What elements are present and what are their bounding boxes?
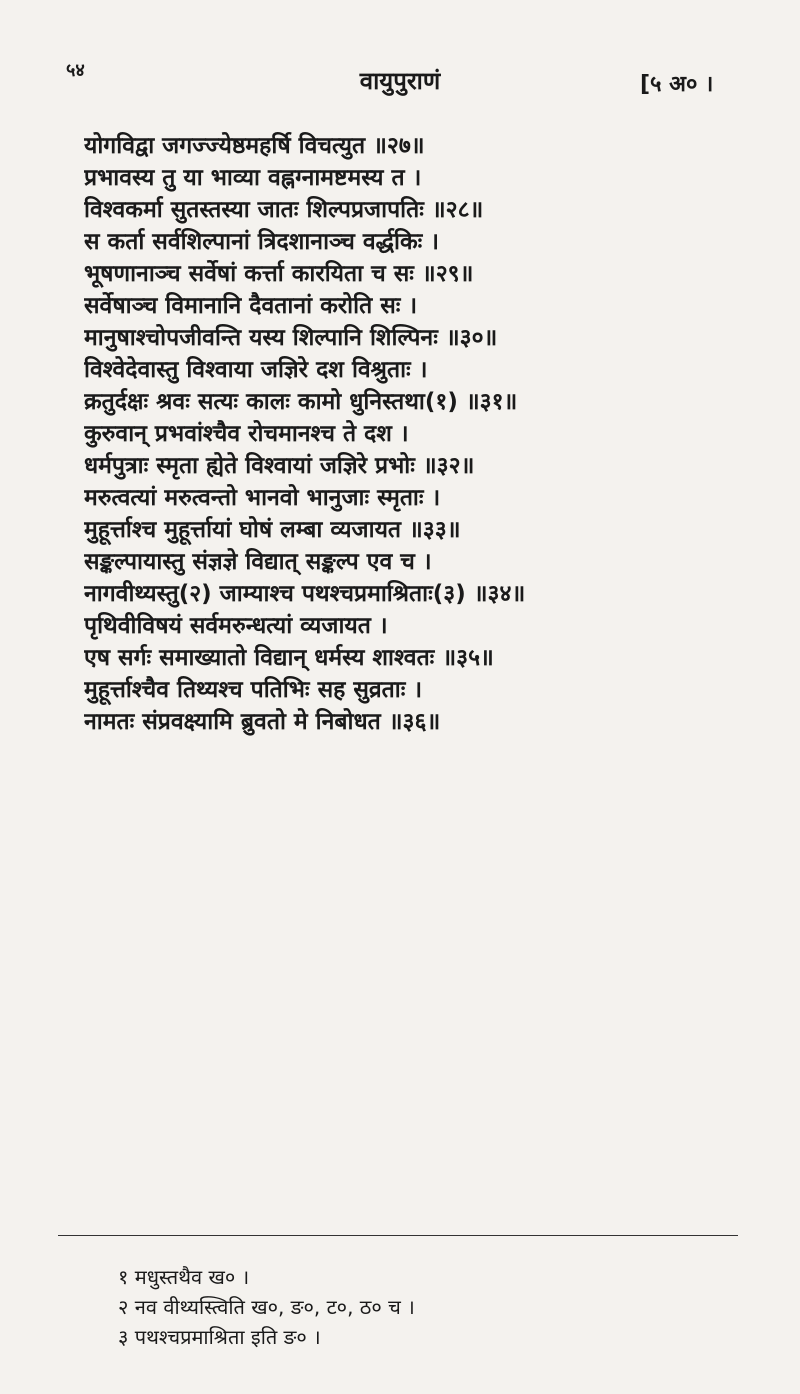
page-number: ५४ — [66, 60, 85, 81]
verse-block — [84, 130, 754, 738]
verse-line: विश्वेदेवास्तु विश्वाया जज्ञिरे दश विश्रुताः । — [84, 357, 428, 383]
verse-line: कुरुवान् प्रभवांश्चैव रोचमानश्च ते दश । — [84, 421, 409, 447]
verse-line: नागवीथ्यस्तु(२) जाम्याश्च पथश्चप्रमाश्रिताः(३) ॥३४॥ — [84, 581, 526, 607]
verse-line: विश्वकर्मा सुतस्तस्या जातः शिल्पप्रजापतिः ॥२८॥ — [84, 197, 484, 223]
verse-line: मुहूर्त्ताश्च मुहूर्त्तायां घोषं लम्बा व्यजायत ॥३३॥ — [84, 517, 461, 543]
footnote: २ नव वीथ्यस्त्विति ख०, ङ०, ट०, ठ० च । — [118, 1295, 415, 1319]
verse-line: पृथिवीविषयं सर्वमरुन्धत्यां व्यजायत । — [84, 613, 388, 639]
verse-line: एष सर्गः समाख्यातो विद्यान् धर्मस्य शाश्वतः ॥३५॥ — [84, 645, 494, 671]
footnote: ३ पथश्चप्रमाश्रिता इति ङ० । — [118, 1325, 321, 1349]
running-title: वायुपुराणं — [359, 67, 441, 95]
page-header — [0, 58, 800, 102]
verse-line: सङ्कल्पायास्तु संज्ञज्ञे विद्यात् सङ्कल्प एव च । — [84, 549, 432, 575]
verse-line: प्रभावस्य तु या भाव्या वह्नग्नामष्टमस्य त । — [84, 165, 422, 191]
verse-line: मुहूर्त्ताश्चैव तिथ्यश्च पतिभिः सह सुव्रताः । — [84, 677, 423, 703]
verse-line: क्रतुर्दक्षः श्रवः सत्यः कालः कामो धुनिस्तथा(१) ॥३१॥ — [84, 389, 518, 415]
footnote-divider — [58, 1235, 738, 1236]
footnote: १ मधुस्तथैव ख० । — [118, 1265, 250, 1289]
footnotes — [118, 1262, 718, 1352]
verse-line: सर्वेषाञ्च विमानानि दैवतानां करोति सः । — [84, 293, 418, 319]
verse-line: भूषणानाञ्च सर्वेषां कर्त्ता कारयिता च सः ॥२९॥ — [84, 261, 474, 287]
verse-line: योगविद्वा जगज्ज्येष्ठमहर्षि विचत्युत ॥२७॥ — [84, 133, 425, 159]
verse-line: धर्मपुत्राः स्मृता ह्येते विश्वायां जज्ञिरे प्रभोः ॥३२॥ — [84, 453, 475, 479]
verse-line: स कर्ता सर्वशिल्पानां त्रिदशानाञ्च वर्द्धकिः । — [84, 229, 439, 255]
verse-line: मानुषाश्चोपजीवन्ति यस्य शिल्पानि शिल्पिनः ॥३०॥ — [84, 325, 498, 351]
section-reference: [५ अ० । — [640, 72, 714, 97]
verse-line: मरुत्वत्यां मरुत्वन्तो भानवो भानुजाः स्मृताः । — [84, 485, 441, 511]
verse-line: नामतः संप्रवक्ष्यामि ब्रुवतो मे निबोधत ॥३६॥ — [84, 709, 441, 735]
